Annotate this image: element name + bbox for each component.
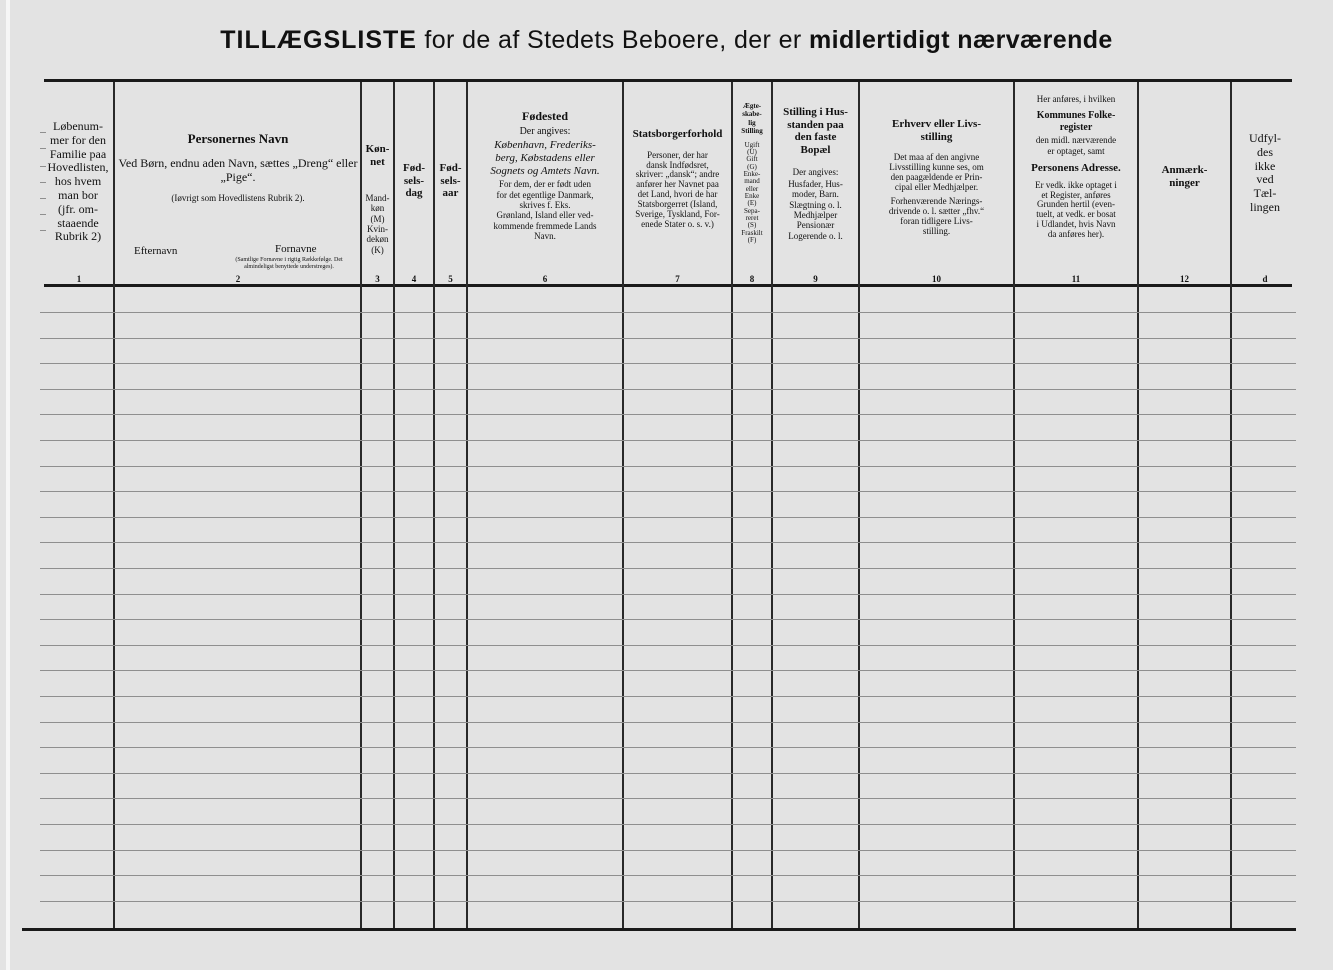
col-number-3: 3 (375, 274, 380, 284)
entry-row-line (40, 619, 1296, 620)
column-divider (433, 82, 435, 928)
header-guide-line (40, 132, 46, 133)
col2-note: (Iøvrigt som Hovedlistens Rubrik 2). (171, 192, 305, 203)
header-guide-line (40, 214, 46, 215)
col7-header (624, 128, 731, 230)
column-divider (1137, 82, 1139, 928)
col-number-9: 9 (813, 274, 818, 284)
col-d-header (1232, 132, 1298, 215)
entry-row-line (40, 363, 1296, 364)
col9-header (773, 106, 858, 241)
col3-text: Mand- køn (M) Kvin- dekøn (K) (365, 193, 390, 255)
col1-line: staaende (57, 215, 99, 230)
col8-header (733, 102, 771, 244)
col1-header (40, 120, 116, 244)
page-edge (6, 0, 10, 970)
col-number-2: 2 (235, 274, 241, 284)
col2-header (116, 132, 360, 203)
col8-text: Ugift (U) Gift (G) Enke- mand eller Enke (E) Sepa- reret (S) Fraskilt (F) (741, 140, 763, 245)
col2-heading: Personernes Navn (187, 131, 289, 146)
title-part-1: TILLÆGSLISTE (220, 26, 417, 54)
col-number-7: 7 (675, 274, 680, 284)
col10-text-2: Forhenværende Nærings- drivende o. l. sætter „fhv.“ foran tidligere Livs- stilling. (888, 195, 985, 236)
entry-row-line (40, 901, 1296, 902)
col-d-line: lingen (1250, 199, 1280, 214)
col1-line: (jfr. om- (58, 201, 98, 216)
bottom-rule (22, 928, 1296, 931)
col6-text: For dem, der er født uden for det egentlige Danmark, skrives f. Eks. Grønland, Island eller ved- kommende fremmede Lands Navn. (493, 179, 597, 241)
entry-row-line (40, 440, 1296, 441)
entry-row-line (40, 414, 1296, 415)
col4-header: Fød- sels- dag (403, 162, 425, 200)
col2-text: Ved Børn, endnu aden Navn, sættes „Dreng“ eller „Pige“. (118, 155, 358, 184)
col6-italic: København, Frederiks- berg, Købstadens eller Sognets og Amtets Navn. (490, 139, 600, 177)
col7-text: Personer, der har dansk Indfødsret, skriver: „dansk“; andre anfører her Navnet paa det Land, hvori de har Statsborgerret (Island, Sverige, Tyskland, For- enede Stater o. s. v.) (635, 149, 720, 229)
given-names-note: (Samtlige Fornavne i rigtig Rækkefølge. Det almindeligst benyttede understreges). (235, 257, 343, 270)
title-part-3: midlertidigt nærværende (809, 26, 1113, 54)
col11-pre: Her anføres, i hvilken (1036, 94, 1116, 104)
entry-row-line (40, 850, 1296, 851)
col6-header (468, 110, 622, 241)
col-number-6: 6 (542, 274, 548, 284)
col-number-1: 1 (76, 274, 82, 284)
col-d-line: des (1257, 144, 1273, 159)
col-d-line: Tæl- (1253, 186, 1277, 201)
col-d-line: ikke (1254, 158, 1276, 173)
col10-text: Det maa af den angivne Livsstilling kunne ses, om den paagældende er Prin- cipal eller Medhjælper. (889, 152, 984, 192)
entry-row-line (40, 466, 1296, 467)
title-part-2: for de af Stedets Beboere, der er (424, 26, 802, 54)
col11-heading: Kommunes Folke- register (1036, 110, 1116, 133)
col8-heading: Ægte- skabe- lig Stilling (741, 102, 763, 136)
entry-row-line (40, 645, 1296, 646)
column-divider (393, 82, 395, 928)
col-number-10: 10 (932, 274, 941, 284)
col1-line: man bor (58, 187, 98, 202)
col1-line: Rubrik 2) (54, 229, 102, 244)
col1-line: Løbenum- (53, 119, 103, 133)
col-d-line: Udfyl- (1249, 131, 1281, 145)
entry-row-line (40, 389, 1296, 390)
entry-row-line (40, 542, 1296, 543)
col9-text: Husfader, Hus- moder, Barn. Slægtning o. l. Medhjælper Pensionær Logerende o. l. (788, 178, 843, 241)
col9-sub: Der angives: (792, 166, 839, 177)
entry-row-line (40, 670, 1296, 671)
col-number-8: 8 (749, 274, 755, 284)
entry-row-line (40, 338, 1296, 339)
col7-heading: Statsborgerforhold (632, 128, 723, 140)
header-guide-line (40, 230, 46, 231)
entry-row-line (40, 824, 1296, 825)
col6-sub: Der angives: (519, 125, 571, 137)
col1-line: Hovedlisten, (47, 160, 109, 175)
header-guide-line (40, 166, 46, 167)
col9-heading: Stilling i Hus- standen paa den faste Bopæl (783, 106, 848, 156)
col5-header: Fød- sels- aar (439, 162, 462, 200)
entry-row-line (40, 798, 1296, 799)
col10-heading: Erhverv eller Livs- stilling (892, 118, 981, 143)
entry-row-line (40, 568, 1296, 569)
col1-line: Familie paa (49, 146, 107, 161)
entry-row-line (40, 491, 1296, 492)
col10-header (860, 118, 1013, 236)
col1-line: hos hvem (54, 174, 102, 189)
entry-row-line (40, 747, 1296, 748)
surname-subheader: Efternavn (134, 245, 178, 257)
col12-header: Anmærk- ninger (1161, 164, 1208, 189)
col-number-5: 5 (448, 274, 453, 284)
header-guide-line (40, 182, 46, 183)
header-guide-line (40, 198, 46, 199)
entry-row-line (40, 875, 1296, 876)
col11-heading-2: Personens Adresse. (1031, 162, 1121, 175)
col3-heading: Køn- net (365, 143, 390, 169)
col1-line: mer for den (50, 132, 106, 147)
entry-row-line (40, 773, 1296, 774)
header-guide-line (40, 148, 46, 149)
given-names-subheader: Fornavne (275, 243, 317, 255)
col3-header (362, 125, 393, 274)
col11-text-2: Er vedk. ikke optaget i et Register, anføres Grunden hertil (even- tuelt, at vedk. er bosat i Udlandet, hvis Navn da anføres her). (1035, 179, 1117, 240)
col6-heading: Fødested (522, 109, 568, 123)
entry-row-line (40, 594, 1296, 595)
form-title (0, 26, 1333, 55)
top-rule (44, 79, 1292, 82)
entry-row-line (40, 517, 1296, 518)
col-number-11: 11 (1071, 274, 1081, 284)
header-rule (44, 284, 1292, 287)
col11-text: den midl. nærværende er optaget, samt (1035, 135, 1117, 156)
entry-row-line (40, 722, 1296, 723)
entry-row-line (40, 696, 1296, 697)
col-number-12: 12 (1180, 274, 1189, 284)
col11-header (1015, 94, 1137, 240)
col-d-line: ved (1256, 172, 1274, 187)
col-number-4: 4 (411, 274, 417, 284)
col-number-d: d (1262, 274, 1268, 284)
entry-row-line (40, 312, 1296, 313)
